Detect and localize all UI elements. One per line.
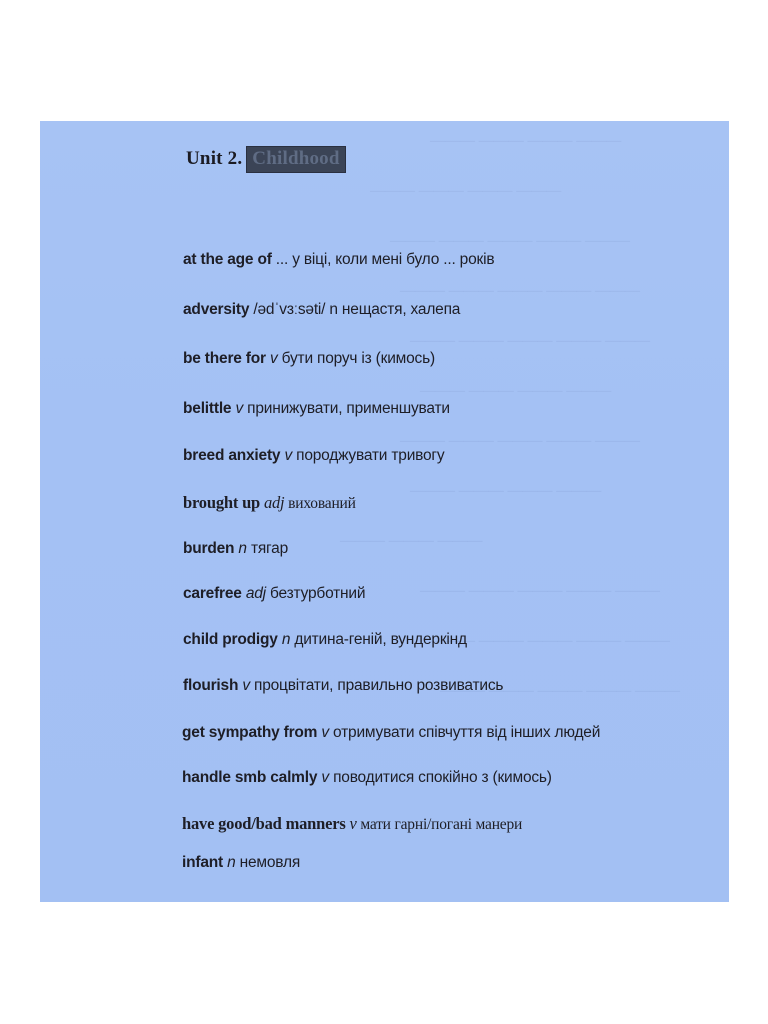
vocab-entry (182, 724, 600, 742)
vocab-term: be there for (183, 350, 266, 367)
vocab-entry (183, 631, 467, 649)
vocab-term: belittle (183, 400, 232, 417)
show-through-line: ——— ——— ——— ——— (420, 383, 612, 399)
vocab-entry (183, 301, 460, 319)
vocab-part-of-speech: v (265, 350, 278, 367)
vocab-part-of-speech: n (223, 854, 236, 871)
unit-heading (186, 146, 346, 173)
vocab-part-of-speech: v (345, 814, 357, 833)
show-through-line: ——— ——— ——— ——— ——— (410, 333, 650, 349)
vocab-translation: бути поруч із (кимось) (277, 350, 435, 367)
vocab-term: brought up (183, 493, 261, 512)
vocab-translation: немовля (235, 854, 301, 871)
highlighted-unit-title: Childhood (246, 146, 345, 173)
vocab-translation: тягар (246, 540, 289, 557)
vocab-part-of-speech: v (280, 447, 293, 464)
vocab-translation: /ədˈvɜːsəti/ n нещастя, халепа (249, 301, 461, 318)
unit-number: Unit 2. (186, 148, 243, 169)
vocab-term: flourish (183, 677, 239, 694)
show-through-line: ——— ——— ——— ——— (370, 183, 562, 199)
vocab-entry (183, 400, 450, 418)
vocab-term: have good/bad manners (182, 814, 346, 833)
vocab-translation: поводитися спокійно з (кимось) (328, 769, 552, 786)
vocab-term: adversity (183, 301, 250, 318)
vocab-translation: отримувати співчуття від інших людей (328, 724, 601, 741)
vocab-entry (183, 251, 494, 269)
vocab-part-of-speech: n (277, 631, 291, 648)
vocab-translation: ... у віці, коли мені було ... років (271, 251, 495, 268)
vocab-translation: вихований (284, 495, 356, 512)
vocab-entry (182, 854, 300, 872)
vocab-term: breed anxiety (183, 447, 281, 464)
show-through-line: ——— ——— ——— ——— (430, 133, 622, 149)
vocab-translation: дитина-геній, вундеркінд (290, 631, 467, 648)
vocab-part-of-speech: v (317, 724, 329, 741)
show-through-line: ——— ——— ——— ——— (410, 483, 602, 499)
vocab-translation: мати гарні/погані манери (356, 816, 523, 833)
vocab-entry (183, 540, 288, 558)
vocab-term: handle smb calmly (182, 769, 318, 786)
vocab-term: infant (182, 854, 223, 871)
vocab-entry (183, 585, 365, 603)
vocab-translation: безтурботний (265, 585, 366, 602)
vocab-entry (182, 814, 522, 834)
vocab-translation: принижувати, применшувати (243, 400, 450, 417)
vocab-term: child prodigy (183, 631, 278, 648)
vocab-part-of-speech: v (231, 400, 244, 417)
vocab-entry (183, 493, 356, 513)
vocab-entry (183, 677, 503, 695)
show-through-line: ——— ——— ——— ——— ——— (400, 433, 640, 449)
show-through-line: ——— ——— ——— ——— ——— (400, 283, 640, 299)
vocab-translation: процвітати, правильно розвиватись (249, 677, 504, 694)
vocab-translation: породжувати тривогу (292, 447, 445, 464)
vocab-entry (183, 447, 444, 465)
vocab-part-of-speech: adj (260, 493, 285, 512)
vocab-part-of-speech: n (234, 540, 247, 557)
vocab-term: at the age of (183, 251, 272, 268)
vocab-entry (182, 769, 552, 787)
vocab-entry (183, 350, 435, 368)
vocab-term: get sympathy from (182, 724, 318, 741)
vocab-term: burden (183, 540, 235, 557)
vocab-term: carefree (183, 585, 242, 602)
vocabulary-sheet (40, 121, 729, 902)
show-through-line: ——— ——— ——— ——— ——— (390, 233, 630, 249)
show-through-line: ——— ——— ——— ——— ——— (440, 683, 680, 699)
show-through-line: ——— ——— ——— (340, 533, 483, 549)
show-through-line: ——— ——— ——— ——— ——— (420, 583, 660, 599)
vocab-part-of-speech: v (317, 769, 329, 786)
vocab-part-of-speech: adj (241, 585, 266, 602)
show-through-line: ——— ——— ——— ——— ——— (430, 633, 670, 649)
vocab-part-of-speech: v (238, 677, 250, 694)
